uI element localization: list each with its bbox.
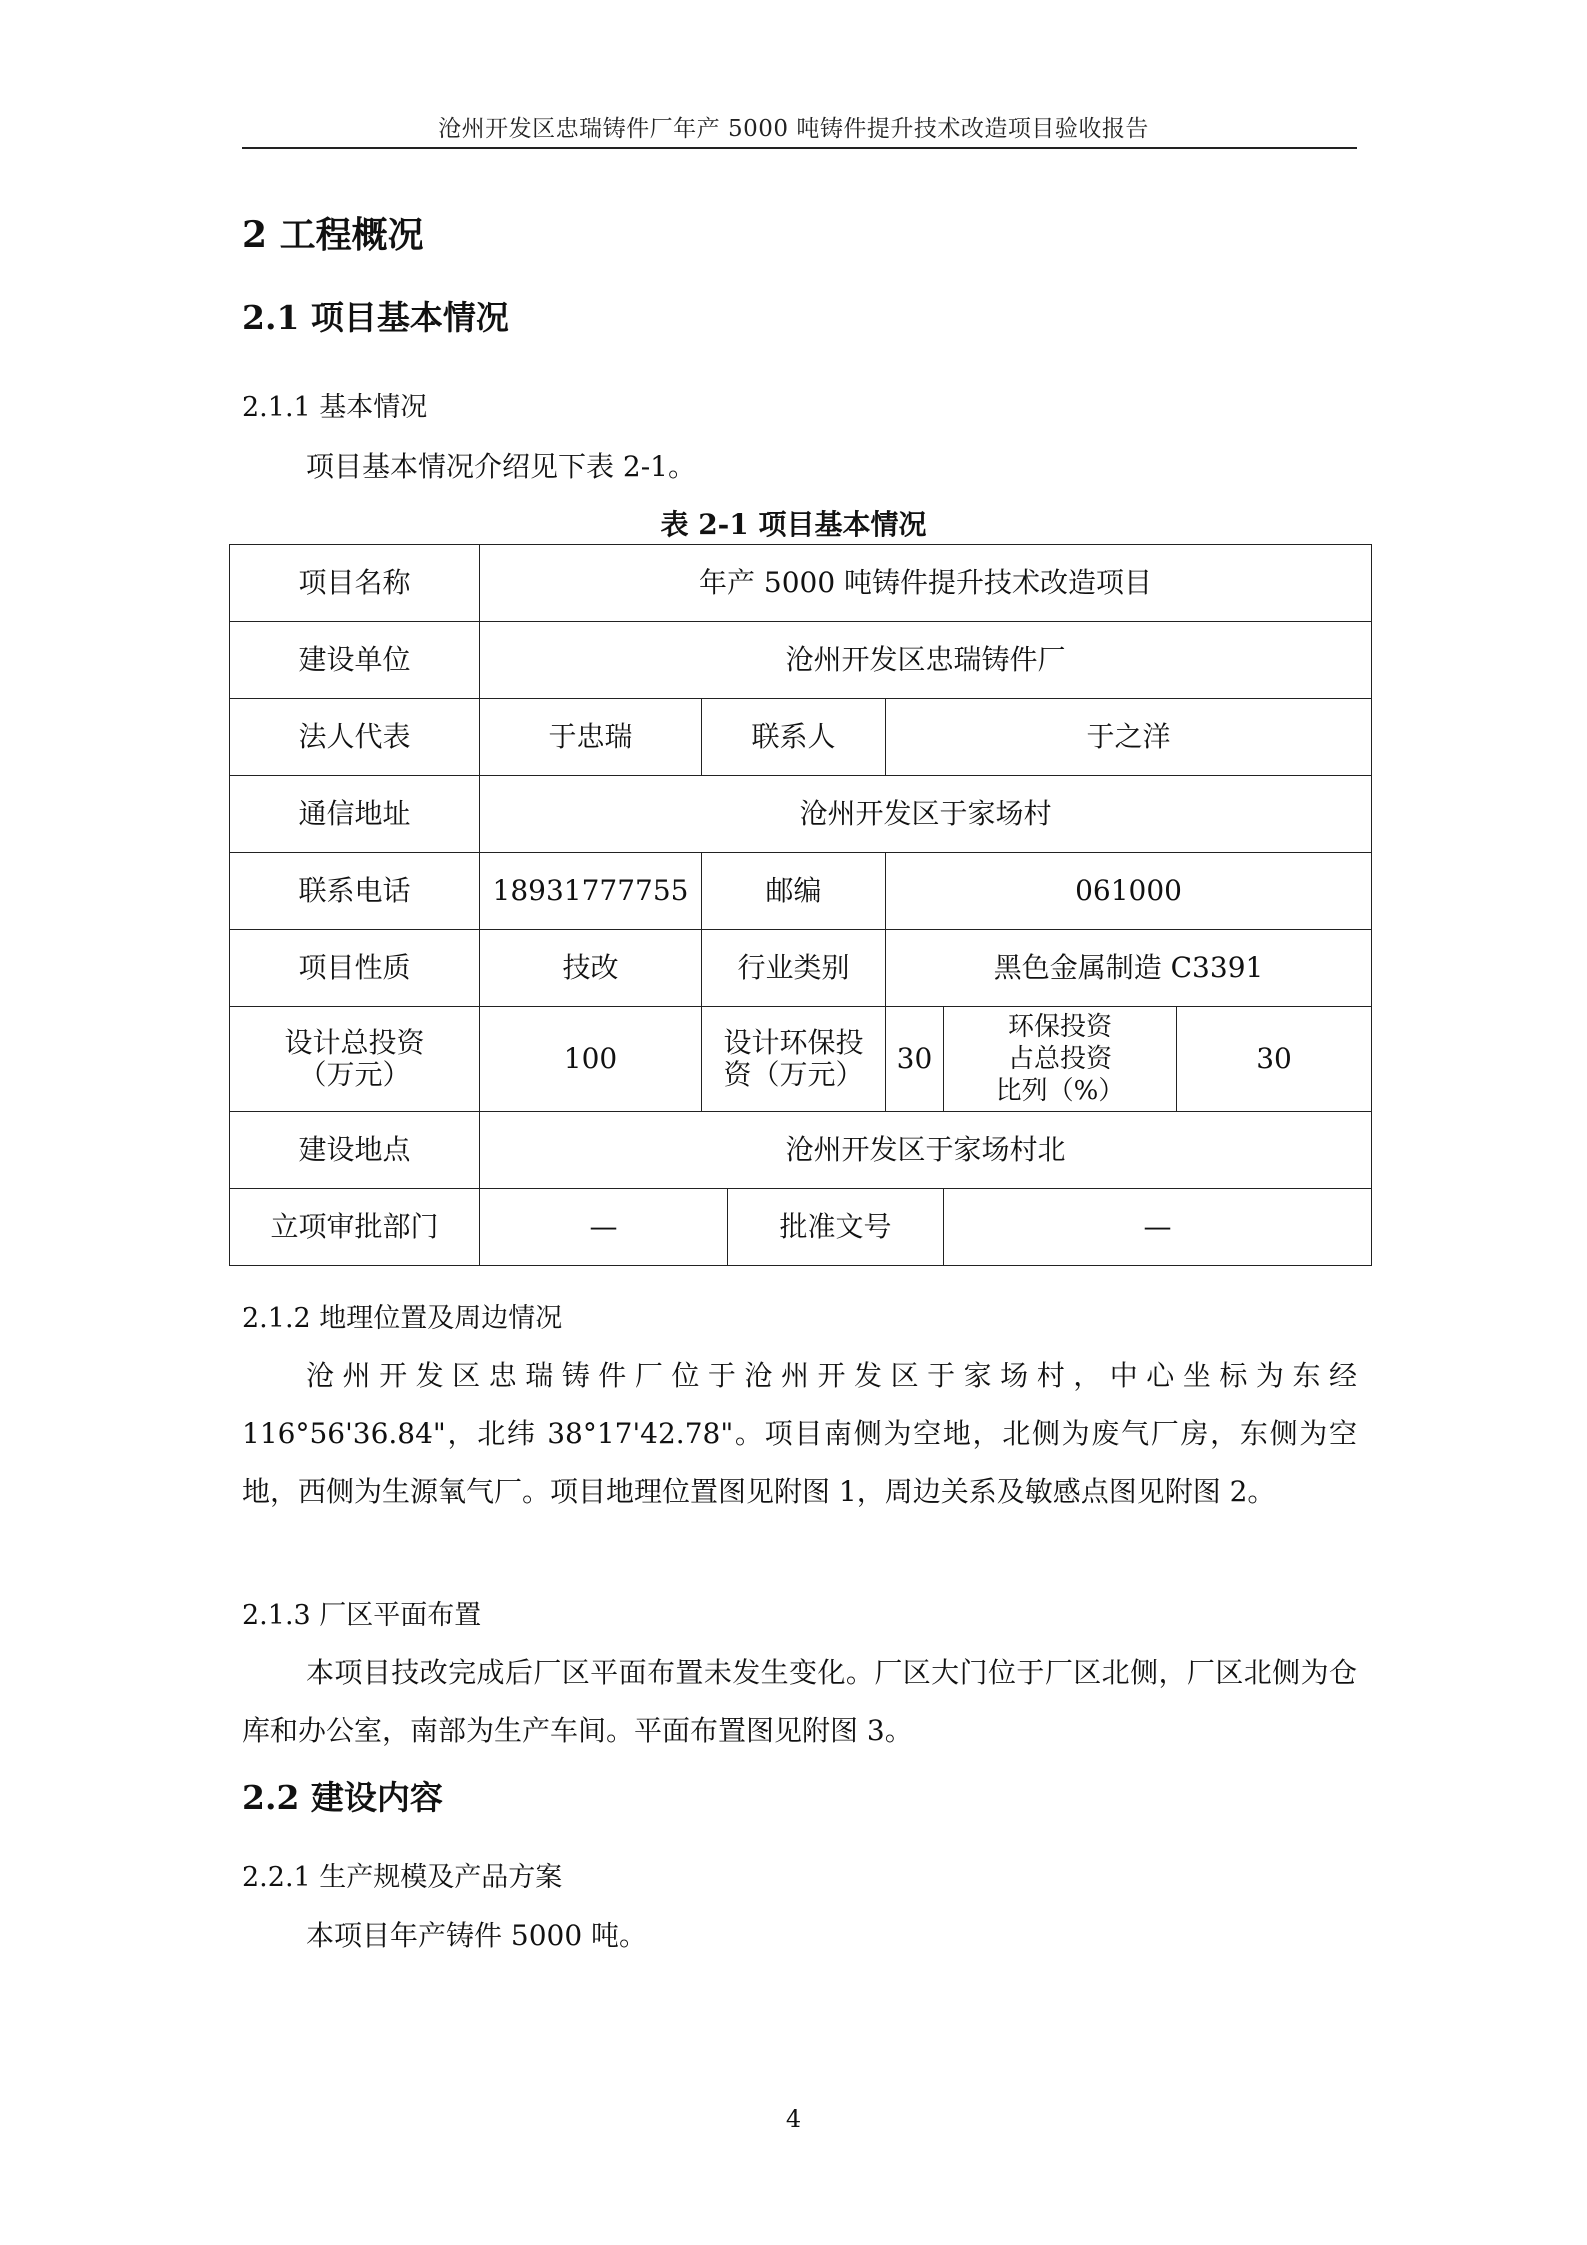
table-value-cell: 技改	[480, 930, 702, 1007]
page-number: 4	[785, 2105, 802, 2133]
table-label-cell: 批准文号	[728, 1189, 944, 1266]
cell-line: 占总投资	[1007, 1044, 1112, 1074]
table-value-cell: 黑色金属制造 C3391	[886, 930, 1372, 1007]
header-divider	[242, 147, 1357, 149]
project-info-table	[229, 544, 1372, 1266]
table-label-cell	[702, 1007, 886, 1112]
table-caption: 表 2-1 项目基本情况	[660, 508, 927, 541]
table-label-cell: 项目名称	[230, 545, 480, 622]
table-value-cell: 30	[886, 1007, 944, 1112]
table-label-cell: 项目性质	[230, 930, 480, 1007]
cell-line: 资（万元）	[723, 1058, 864, 1091]
paragraph-2-1-2: 沧州开发区忠瑞铸件厂位于沧州开发区于家场村，中心坐标为东经 116°56'36.84"，北纬 38°17'42.78"。项目南侧为空地，北侧为废气厂房，东侧为空地，西侧为生源氧气厂。项目地理位置图见附图 1，周边关系及敏感点图见附图 2。	[242, 1359, 1357, 1508]
table-value-cell: —	[944, 1189, 1372, 1266]
cell-line: （万元）	[298, 1058, 411, 1091]
table-value-cell: 年产 5000 吨铸件提升技术改造项目	[480, 545, 1372, 622]
table-label-cell: 邮编	[702, 853, 886, 930]
table-label-cell: 联系电话	[230, 853, 480, 930]
table-label-cell: 立项审批部门	[230, 1189, 480, 1266]
table-value-cell: 沧州开发区忠瑞铸件厂	[480, 622, 1372, 699]
paragraph-2-2-1: 本项目年产铸件 5000 吨。	[306, 1919, 648, 1952]
table-label-cell: 法人代表	[230, 699, 480, 776]
table-value-cell: —	[480, 1189, 728, 1266]
table-row	[230, 622, 1372, 699]
table-label-cell: 通信地址	[230, 776, 480, 853]
table-row	[230, 1189, 1372, 1266]
table-value-cell: 沧州开发区于家场村	[480, 776, 1372, 853]
table-value-cell: 沧州开发区于家场村北	[480, 1112, 1372, 1189]
subsection-heading-2-1-2: 2.1.2 地理位置及周边情况	[242, 1303, 563, 1334]
table-value-cell: 100	[480, 1007, 702, 1112]
table-label-cell: 建设地点	[230, 1112, 480, 1189]
table-row	[230, 776, 1372, 853]
table-value-cell: 于之洋	[886, 699, 1372, 776]
table-value-cell: 30	[1177, 1007, 1372, 1112]
page-header-title: 沧州开发区忠瑞铸件厂年产 5000 吨铸件提升技术改造项目验收报告	[438, 116, 1149, 142]
table-row	[230, 699, 1372, 776]
subsection-heading-2-1-3: 2.1.3 厂区平面布置	[242, 1600, 482, 1631]
cell-line: 设计环保投	[723, 1026, 864, 1059]
table-row	[230, 1112, 1372, 1189]
cell-line: 环保投资	[1007, 1012, 1112, 1042]
table-row	[230, 545, 1372, 622]
table-label-cell: 建设单位	[230, 622, 480, 699]
table-value-cell: 061000	[886, 853, 1372, 930]
table-label-cell	[944, 1007, 1177, 1112]
paragraph-2-1-1: 项目基本情况介绍见下表 2-1。	[306, 450, 696, 483]
table-value-cell: 18931777755	[480, 853, 702, 930]
cell-line: 设计总投资	[284, 1026, 425, 1059]
table-label-cell: 行业类别	[702, 930, 886, 1007]
section-heading-2-2: 2.2 建设内容	[242, 1778, 443, 1817]
subsection-heading-2-2-1: 2.2.1 生产规模及产品方案	[242, 1862, 563, 1893]
table-value-cell: 于忠瑞	[480, 699, 702, 776]
table-row	[230, 930, 1372, 1007]
table-label-cell	[230, 1007, 480, 1112]
subsection-heading-2-1-1: 2.1.1 基本情况	[242, 392, 428, 423]
table-row	[230, 1007, 1372, 1112]
paragraph-2-1-3: 本项目技改完成后厂区平面布置未发生变化。厂区大门位于厂区北侧，厂区北侧为仓库和办公室，南部为生产车间。平面布置图见附图 3。	[242, 1656, 1357, 1747]
chapter-heading: 2 工程概况	[242, 214, 424, 256]
cell-line: 比列（%）	[995, 1076, 1125, 1106]
table-label-cell: 联系人	[702, 699, 886, 776]
table-row	[230, 853, 1372, 930]
section-heading-2-1: 2.1 项目基本情况	[242, 298, 509, 337]
